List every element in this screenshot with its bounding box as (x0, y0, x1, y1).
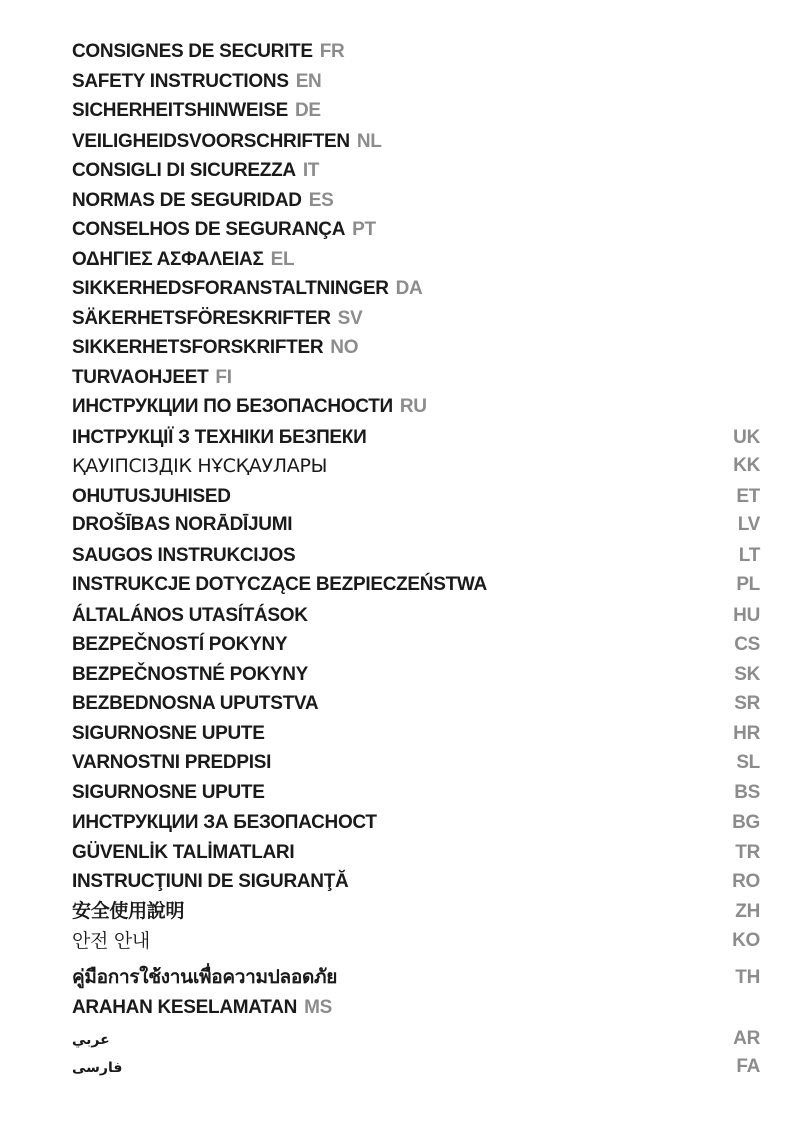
language-title: NORMAS DE SEGURIDAD ES (72, 190, 334, 211)
language-row-bs (72, 780, 760, 806)
language-row-uk (72, 425, 760, 451)
language-row-cs (72, 632, 760, 658)
language-code: RO (732, 871, 760, 892)
language-row-nl (72, 129, 760, 155)
language-code: KO (732, 930, 760, 951)
language-code: LV (737, 514, 760, 535)
language-row-es (72, 188, 760, 214)
language-row-sl (72, 750, 760, 776)
language-row-ar (72, 1026, 760, 1052)
language-row-lv (72, 512, 760, 538)
language-title: BEZPEČNOSTÍ POKYNY (72, 634, 288, 655)
language-title: ІНСТРУКЦІЇ З ТЕХНІКИ БЕЗПЕКИ (72, 427, 367, 448)
language-row-lt (72, 543, 760, 569)
language-code: IT (302, 160, 320, 181)
language-title: GÜVENLİK TALİMATLARI (72, 842, 295, 863)
language-code: BG (732, 812, 760, 833)
language-title: ARAHAN KESELAMATAN MS (72, 997, 332, 1018)
language-code: RU (399, 396, 427, 417)
language-code: BS (734, 782, 760, 803)
language-code: ZH (735, 901, 760, 922)
language-title: 안전 안내 (72, 930, 150, 952)
language-code: SR (734, 693, 760, 714)
language-row-ro (72, 869, 760, 895)
language-code: SV (337, 308, 363, 329)
language-title: BEZPEČNOSTNÉ POKYNY (72, 664, 309, 685)
language-title: OHUTUSJUHISED (72, 486, 231, 507)
language-title: CONSIGNES DE SECURITE FR (72, 41, 345, 62)
language-code: HU (733, 605, 760, 626)
language-code: CS (734, 634, 760, 655)
language-title: SIKKERHEDSFORANSTALTNINGER DA (72, 278, 423, 299)
language-row-sv (72, 306, 760, 332)
language-row-ru (72, 394, 760, 420)
language-title: DROŠĪBAS NORĀDĪJUMI (72, 514, 293, 535)
language-title: ИНСТРУКЦИИ ЗА БЕЗОПАСНОСТ (72, 812, 377, 833)
language-row-it (72, 158, 760, 184)
language-code: HR (733, 723, 760, 744)
language-row-fi (72, 365, 760, 391)
language-row-en (72, 69, 760, 95)
language-code: KK (733, 455, 760, 476)
language-row-zh (72, 899, 760, 925)
language-row-pt (72, 217, 760, 243)
language-code: ES (308, 190, 334, 211)
language-code: TR (735, 842, 760, 863)
language-code: AR (733, 1028, 760, 1049)
language-row-el (72, 247, 760, 273)
language-row-sr (72, 691, 760, 717)
language-title: ÁLTALÁNOS UTASÍTÁSOK (72, 605, 308, 626)
language-title: VARNOSTNI PREDPISI (72, 752, 272, 773)
language-row-tr (72, 840, 760, 866)
language-title: ΟΔΗΓΙΕΣ ΑΣΦΑΛΕΙΑΣ EL (72, 249, 295, 270)
language-title: SICHERHEITSHINWEISE DE (72, 100, 321, 121)
language-code: TH (735, 967, 760, 988)
language-title: BEZBEDNOSNA UPUTSTVA (72, 693, 319, 714)
language-row-hr (72, 721, 760, 747)
language-code: FR (319, 41, 345, 62)
language-code: FA (736, 1056, 760, 1077)
language-title: CONSIGLI DI SICUREZZA IT (72, 160, 320, 181)
language-code: PL (736, 574, 760, 595)
language-title: ИНСТРУКЦИИ ПО БЕЗОПАСНОСТИ RU (72, 396, 427, 417)
language-row-hu (72, 603, 760, 629)
language-title: SIKKERHETSFORSKRIFTER NO (72, 337, 359, 358)
language-title: INSTRUCŢIUNI DE SIGURANŢĂ (72, 871, 349, 892)
language-title: 安全使用說明 (72, 901, 185, 922)
language-code: EL (270, 249, 295, 270)
language-title: CONSELHOS DE SEGURANÇA PT (72, 219, 376, 240)
language-row-ms (72, 995, 760, 1021)
language-row-fr (72, 39, 760, 65)
language-row-no (72, 335, 760, 361)
language-title: SAFETY INSTRUCTIONS EN (72, 71, 322, 92)
language-code: ET (736, 486, 760, 507)
language-code: PT (352, 219, 376, 240)
language-code: LT (738, 545, 760, 566)
language-row-et (72, 484, 760, 510)
language-row-sk (72, 662, 760, 688)
language-title: INSTRUKCJE DOTYCZĄCE BEZPIECZEŃSTWA (72, 574, 487, 595)
language-code: SL (736, 752, 760, 773)
language-row-da (72, 276, 760, 302)
language-title: عربي (72, 1031, 110, 1047)
language-code: NO (330, 337, 359, 358)
language-code: NL (356, 131, 382, 152)
language-title: SAUGOS INSTRUKCIJOS (72, 545, 296, 566)
language-title: คู่มือการใช้งานเพื่อความปลอดภัย (72, 967, 338, 988)
language-code: DE (295, 100, 321, 121)
language-code: EN (295, 71, 322, 92)
language-title: VEILIGHEIDSVOORSCHRIFTEN NL (72, 131, 382, 152)
language-code: SK (734, 664, 760, 685)
language-row-th (72, 965, 760, 991)
language-row-kk (72, 453, 760, 479)
language-code: FI (215, 367, 232, 388)
language-title: ҚАУІПСІЗДІК НҰСҚАУЛАРЫ (72, 455, 328, 477)
language-code: MS (304, 997, 332, 1018)
language-row-pl (72, 572, 760, 598)
language-title: SIGURNOSNE UPUTE (72, 723, 265, 744)
language-row-de (72, 98, 760, 124)
language-row-ko (72, 928, 760, 954)
language-row-bg (72, 810, 760, 836)
language-code: UK (733, 427, 760, 448)
language-row-fa (72, 1054, 760, 1080)
language-title: فارسی (72, 1059, 123, 1075)
language-code: DA (395, 278, 423, 299)
language-title: TURVAOHJEET FI (72, 367, 232, 388)
language-title: SÄKERHETSFÖRESKRIFTER SV (72, 308, 363, 329)
language-title: SIGURNOSNE UPUTE (72, 782, 265, 803)
